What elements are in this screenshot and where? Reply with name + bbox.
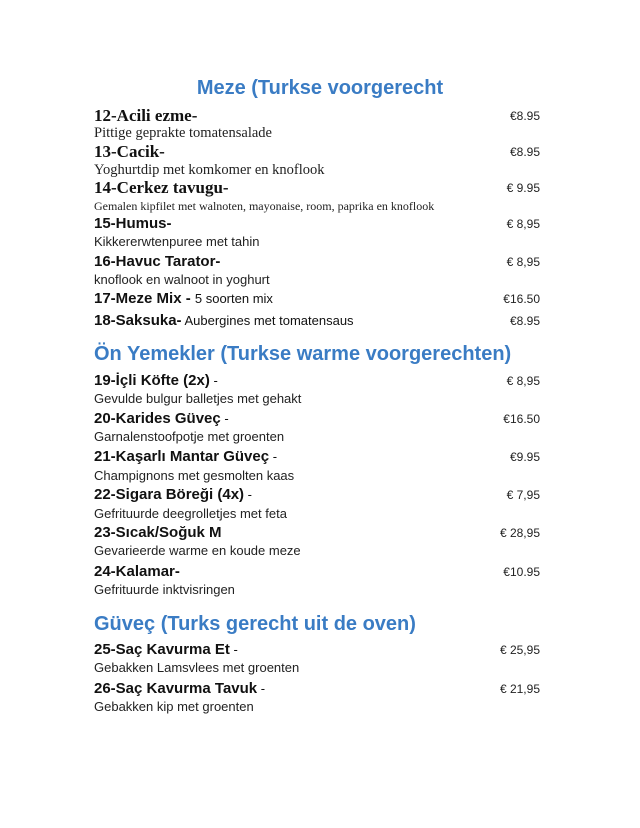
item-name: 12-Acili ezme-	[94, 106, 198, 125]
item-name: 19-İçli Köfte (2x)	[94, 372, 210, 389]
item-description: Champignons met gesmolten kaas	[94, 468, 295, 483]
item-description: knoflook en walnoot in yoghurt	[94, 272, 270, 287]
item-name: 20-Karides Güveç	[94, 410, 221, 427]
item-name: 22-Sigara Böreği (4x)	[94, 486, 245, 503]
item-description: Garnalenstoofpotje met groenten	[94, 429, 285, 444]
item-description: Yoghurtdip met komkomer en knoflook	[94, 162, 325, 178]
item-price: €8.95	[509, 145, 540, 159]
item-price: € 8,95	[506, 217, 540, 231]
section-heading: Meze (Turkse voorgerecht	[196, 77, 444, 99]
item-description: Aubergines met tomatensaus	[181, 313, 354, 328]
item-description: Gebakken kip met groenten	[94, 699, 254, 714]
item-name: 17-Meze Mix -	[94, 290, 195, 307]
item-price: €16.50	[503, 412, 540, 426]
item-name-suffix: -	[257, 681, 266, 696]
menu-item	[94, 214, 540, 234]
item-price: €10.95	[503, 565, 540, 579]
item-price: € 21,95	[499, 682, 540, 696]
item-description: Kikkererwtenpuree met tahin	[94, 234, 260, 249]
item-description: Gefrituurde inktvisringen	[94, 582, 235, 597]
item-description: Gevarieerde warme en koude meze	[94, 543, 301, 558]
menu-item	[94, 640, 540, 660]
item-description: 5 soorten mix	[194, 291, 273, 306]
item-name-suffix: -	[209, 373, 218, 388]
item-name: 26-Saç Kavurma Tavuk	[94, 680, 258, 697]
item-price: €16.50	[503, 292, 540, 306]
item-name-suffix: -	[229, 642, 238, 657]
item-name-suffix: -	[244, 487, 253, 502]
item-name-suffix: -	[269, 449, 278, 464]
menu-item	[94, 485, 540, 505]
item-name: 25-Saç Kavurma Et	[94, 641, 230, 658]
menu-item	[94, 409, 540, 429]
item-description: Gefrituurde deegrolletjes met feta	[94, 506, 287, 521]
item-price: €8.95	[509, 314, 540, 328]
item-name: 21-Kaşarlı Mantar Güveç	[94, 448, 270, 465]
item-description: Gemalen kipfilet met walnoten, mayonaise, room, paprika en knoflook	[94, 199, 435, 213]
menu-item	[94, 447, 540, 467]
item-price: € 8,95	[506, 255, 540, 269]
item-name: 16-Havuc Tarator-	[94, 253, 221, 270]
menu-item	[94, 142, 540, 162]
section-heading: Güveç (Turks gerecht uit de oven)	[94, 613, 416, 635]
item-name: 14-Cerkez tavugu-	[94, 178, 229, 197]
item-description: Gevulde bulgur balletjes met gehakt	[94, 391, 302, 406]
menu-item	[94, 252, 540, 272]
item-name: 13-Cacik-	[94, 142, 165, 161]
item-price: € 28,95	[499, 526, 540, 540]
menu-item	[94, 562, 540, 582]
menu-item	[94, 106, 540, 126]
menu-item	[94, 311, 540, 331]
item-price: € 9.95	[506, 181, 540, 195]
item-description: Pittige geprakte tomatensalade	[94, 125, 272, 141]
item-name-suffix: -	[220, 411, 229, 426]
item-price: € 25,95	[499, 643, 540, 657]
item-description: Gebakken Lamsvlees met groenten	[94, 660, 300, 675]
item-name: 18-Saksuka-	[94, 312, 182, 329]
menu-item	[94, 289, 540, 309]
item-price: €9.95	[509, 450, 540, 464]
menu-item	[94, 523, 540, 543]
item-price: € 8,95	[506, 374, 540, 388]
item-name: 23-Sıcak/Soğuk M	[94, 524, 222, 541]
menu-item	[94, 679, 540, 699]
item-price: € 7,95	[506, 488, 540, 502]
item-name: 15-Humus-	[94, 215, 172, 232]
item-price: €8.95	[509, 109, 540, 123]
menu-item	[94, 371, 540, 391]
item-name: 24-Kalamar-	[94, 563, 180, 580]
menu-item	[94, 178, 540, 198]
section-heading: Ön Yemekler (Turkse warme voorgerechten)	[94, 343, 512, 365]
